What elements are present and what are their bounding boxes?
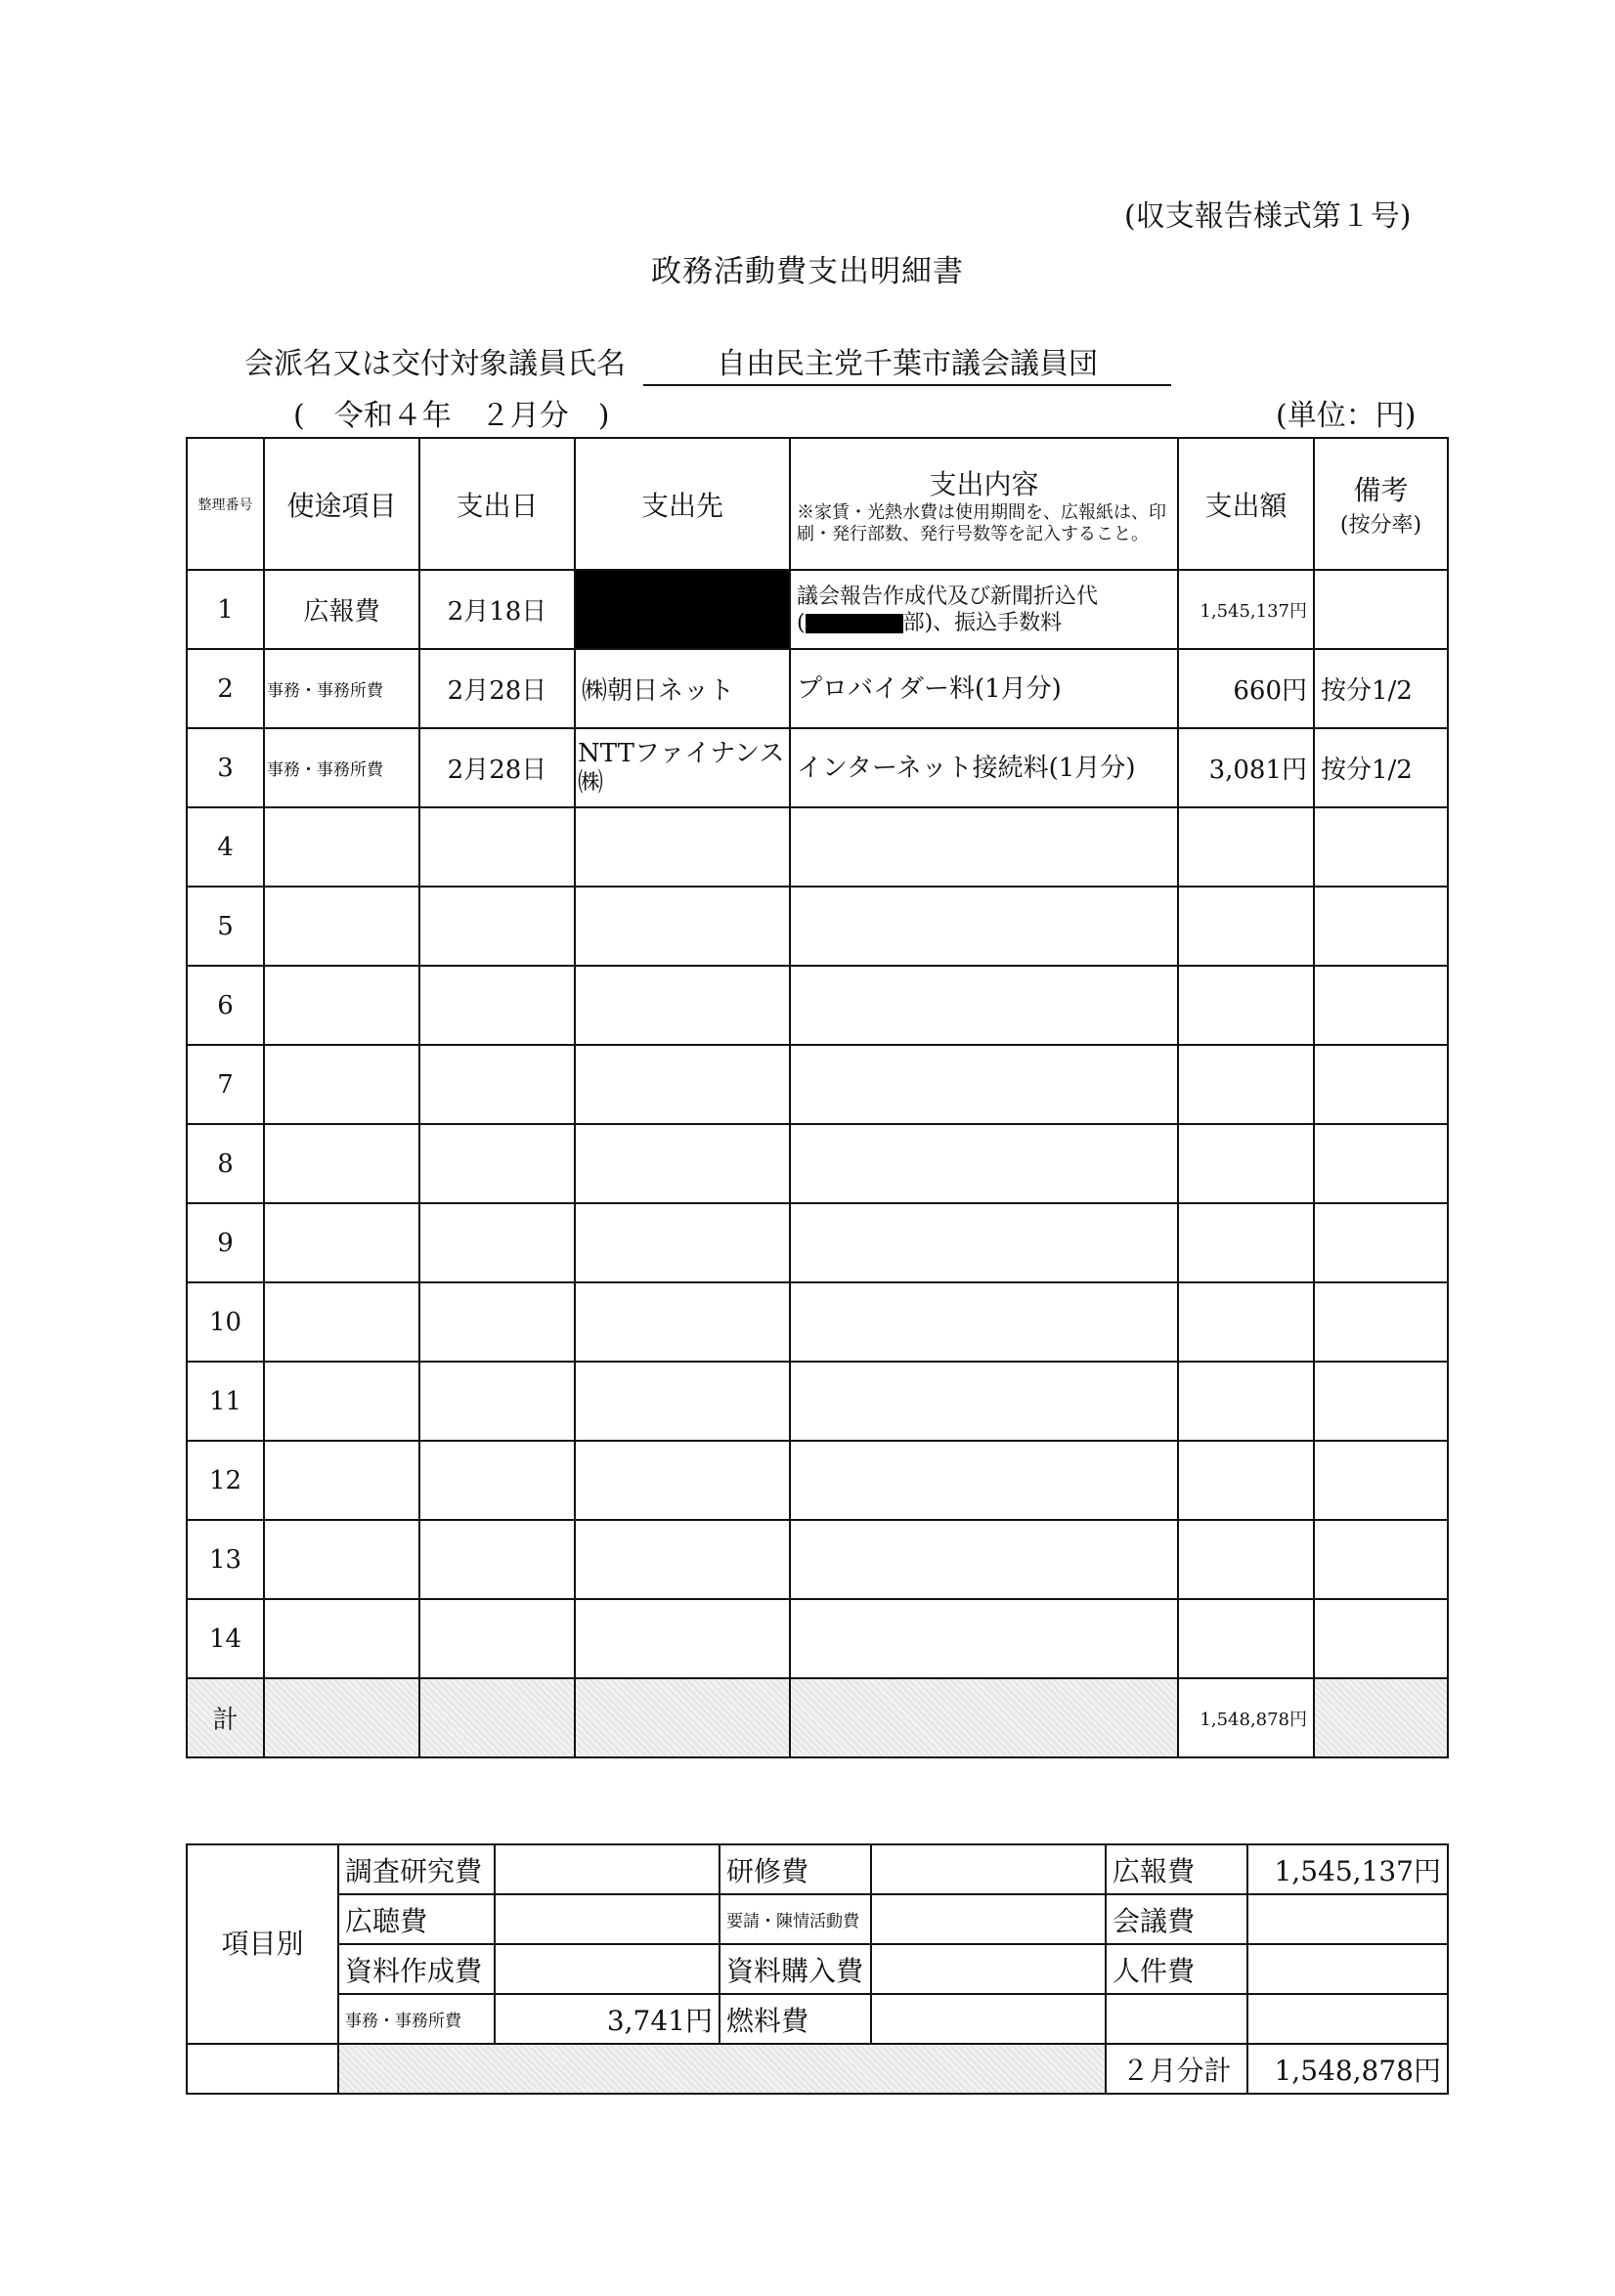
total-amount: 1,548,878円 xyxy=(1178,1678,1314,1757)
header-amount: 支出額 xyxy=(1178,438,1314,570)
table-row xyxy=(187,1599,1448,1678)
row-remarks xyxy=(1314,570,1448,649)
shaded-area xyxy=(338,2044,1106,2094)
hearing-amount xyxy=(495,1894,720,1944)
total-row xyxy=(187,1678,1448,1757)
header-remarks-title: 備考 xyxy=(1353,474,1409,506)
table-row xyxy=(187,1282,1448,1362)
training-amount xyxy=(871,1844,1106,1894)
row-date: 2月28日 xyxy=(419,728,575,807)
row-no: 1 xyxy=(187,570,264,649)
blank-amount xyxy=(1247,1994,1448,2044)
row-amount: 1,545,137円 xyxy=(1178,570,1314,649)
document-label: 資料作成費 xyxy=(338,1944,495,1994)
table-row xyxy=(187,1520,1448,1599)
meeting-amount xyxy=(1247,1894,1448,1944)
table-row xyxy=(187,1124,1448,1203)
table-row xyxy=(187,1441,1448,1520)
row-no: 2 xyxy=(187,649,264,728)
row-category: 事務・事務所費 xyxy=(264,728,419,807)
row-no: 12 xyxy=(187,1441,264,1520)
row-category: 広報費 xyxy=(264,570,419,649)
blank-label xyxy=(1106,1994,1247,2044)
total-label: 計 xyxy=(187,1678,264,1757)
header-content xyxy=(790,438,1178,570)
unit-label: (単位：円) xyxy=(1276,399,1417,433)
row-no: 3 xyxy=(187,728,264,807)
summary-section-label: 項目別 xyxy=(187,1844,338,2044)
row-amount: 3,081円 xyxy=(1178,728,1314,807)
row-content-line2-pre: ( xyxy=(797,610,806,635)
row-content: プロバイダー料(1月分) xyxy=(790,649,1178,728)
row-remarks: 按分1/2 xyxy=(1314,649,1448,728)
row-remarks: 按分1/2 xyxy=(1314,728,1448,807)
header-date: 支出日 xyxy=(419,438,575,570)
redaction-block xyxy=(806,614,903,633)
row-content-line1: 議会報告作成代及び新聞折込代 xyxy=(797,584,1099,609)
row-no: 14 xyxy=(187,1599,264,1678)
fuel-label: 燃料費 xyxy=(720,1994,871,2044)
header-category: 使途項目 xyxy=(264,438,419,570)
row-no: 4 xyxy=(187,807,264,887)
table-row xyxy=(187,1203,1448,1282)
row-no: 11 xyxy=(187,1362,264,1441)
research-label: 調査研究費 xyxy=(338,1844,495,1894)
petition-amount xyxy=(871,1894,1106,1944)
row-payee-redacted xyxy=(575,570,790,649)
row-no: 13 xyxy=(187,1520,264,1599)
expense-table xyxy=(186,437,1449,1758)
fuel-amount xyxy=(871,1994,1106,2044)
row-no: 6 xyxy=(187,966,264,1045)
table-row xyxy=(187,649,1448,728)
purchase-label: 資料購入費 xyxy=(720,1944,871,1994)
table-row xyxy=(187,728,1448,807)
row-no: 5 xyxy=(187,887,264,966)
petition-label: 要請・陳情活動費 xyxy=(720,1894,871,1944)
hearing-label: 広聴費 xyxy=(338,1894,495,1944)
row-content-line2-post: 部)、振込手数料 xyxy=(902,610,1063,635)
row-no: 7 xyxy=(187,1045,264,1124)
personnel-amount xyxy=(1247,1944,1448,1994)
document-amount xyxy=(495,1944,720,1994)
form-number: (収支報告様式第１号) xyxy=(1124,199,1412,234)
row-date: 2月18日 xyxy=(419,570,575,649)
header-payee: 支出先 xyxy=(575,438,790,570)
faction-label: 会派名又は交付対象議員氏名 xyxy=(244,347,626,381)
table-row xyxy=(187,807,1448,887)
table-row xyxy=(187,1045,1448,1124)
header-content-title: 支出内容 xyxy=(929,467,1039,500)
table-row xyxy=(187,887,1448,966)
table-header-row xyxy=(187,438,1448,570)
row-category: 事務・事務所費 xyxy=(264,649,419,728)
personnel-label: 人件費 xyxy=(1106,1944,1247,1994)
table-row xyxy=(187,570,1448,649)
monthly-total-amount: 1,548,878円 xyxy=(1247,2044,1448,2094)
pr-amount: 1,545,137円 xyxy=(1247,1844,1448,1894)
table-row xyxy=(187,966,1448,1045)
header-remarks xyxy=(1314,438,1448,570)
research-amount xyxy=(495,1844,720,1894)
row-no: 8 xyxy=(187,1124,264,1203)
table-row xyxy=(187,1362,1448,1441)
row-amount: 660円 xyxy=(1178,649,1314,728)
meeting-label: 会議費 xyxy=(1106,1894,1247,1944)
row-no: 9 xyxy=(187,1203,264,1282)
row-payee: NTTファイナンス㈱ xyxy=(575,728,790,807)
training-label: 研修費 xyxy=(720,1844,871,1894)
header-remarks-sub: (按分率) xyxy=(1339,513,1422,538)
header-no: 整理番号 xyxy=(187,438,264,570)
office-label: 事務・事務所費 xyxy=(338,1994,495,2044)
office-amount: 3,741円 xyxy=(495,1994,720,2044)
row-content: インターネット接続料(1月分) xyxy=(790,728,1178,807)
header-content-note: ※家賃・光熱水費は使用期間を、広報紙は、印刷・発行部数、発行号数等を記入すること。 xyxy=(797,501,1166,544)
category-summary-table xyxy=(186,1843,1449,2095)
purchase-amount xyxy=(871,1944,1106,1994)
pr-label: 広報費 xyxy=(1106,1844,1247,1894)
monthly-total-label: ２月分計 xyxy=(1106,2044,1247,2094)
faction-name: 自由民主党千葉市議会議員団 xyxy=(643,339,1171,386)
row-no: 10 xyxy=(187,1282,264,1362)
row-content xyxy=(790,570,1178,649)
row-date: 2月28日 xyxy=(419,649,575,728)
report-period: ( 令和４年 ２月分 ) xyxy=(293,399,610,433)
row-payee: ㈱朝日ネット xyxy=(575,649,790,728)
document-title: 政務活動費支出明細書 xyxy=(651,254,964,289)
